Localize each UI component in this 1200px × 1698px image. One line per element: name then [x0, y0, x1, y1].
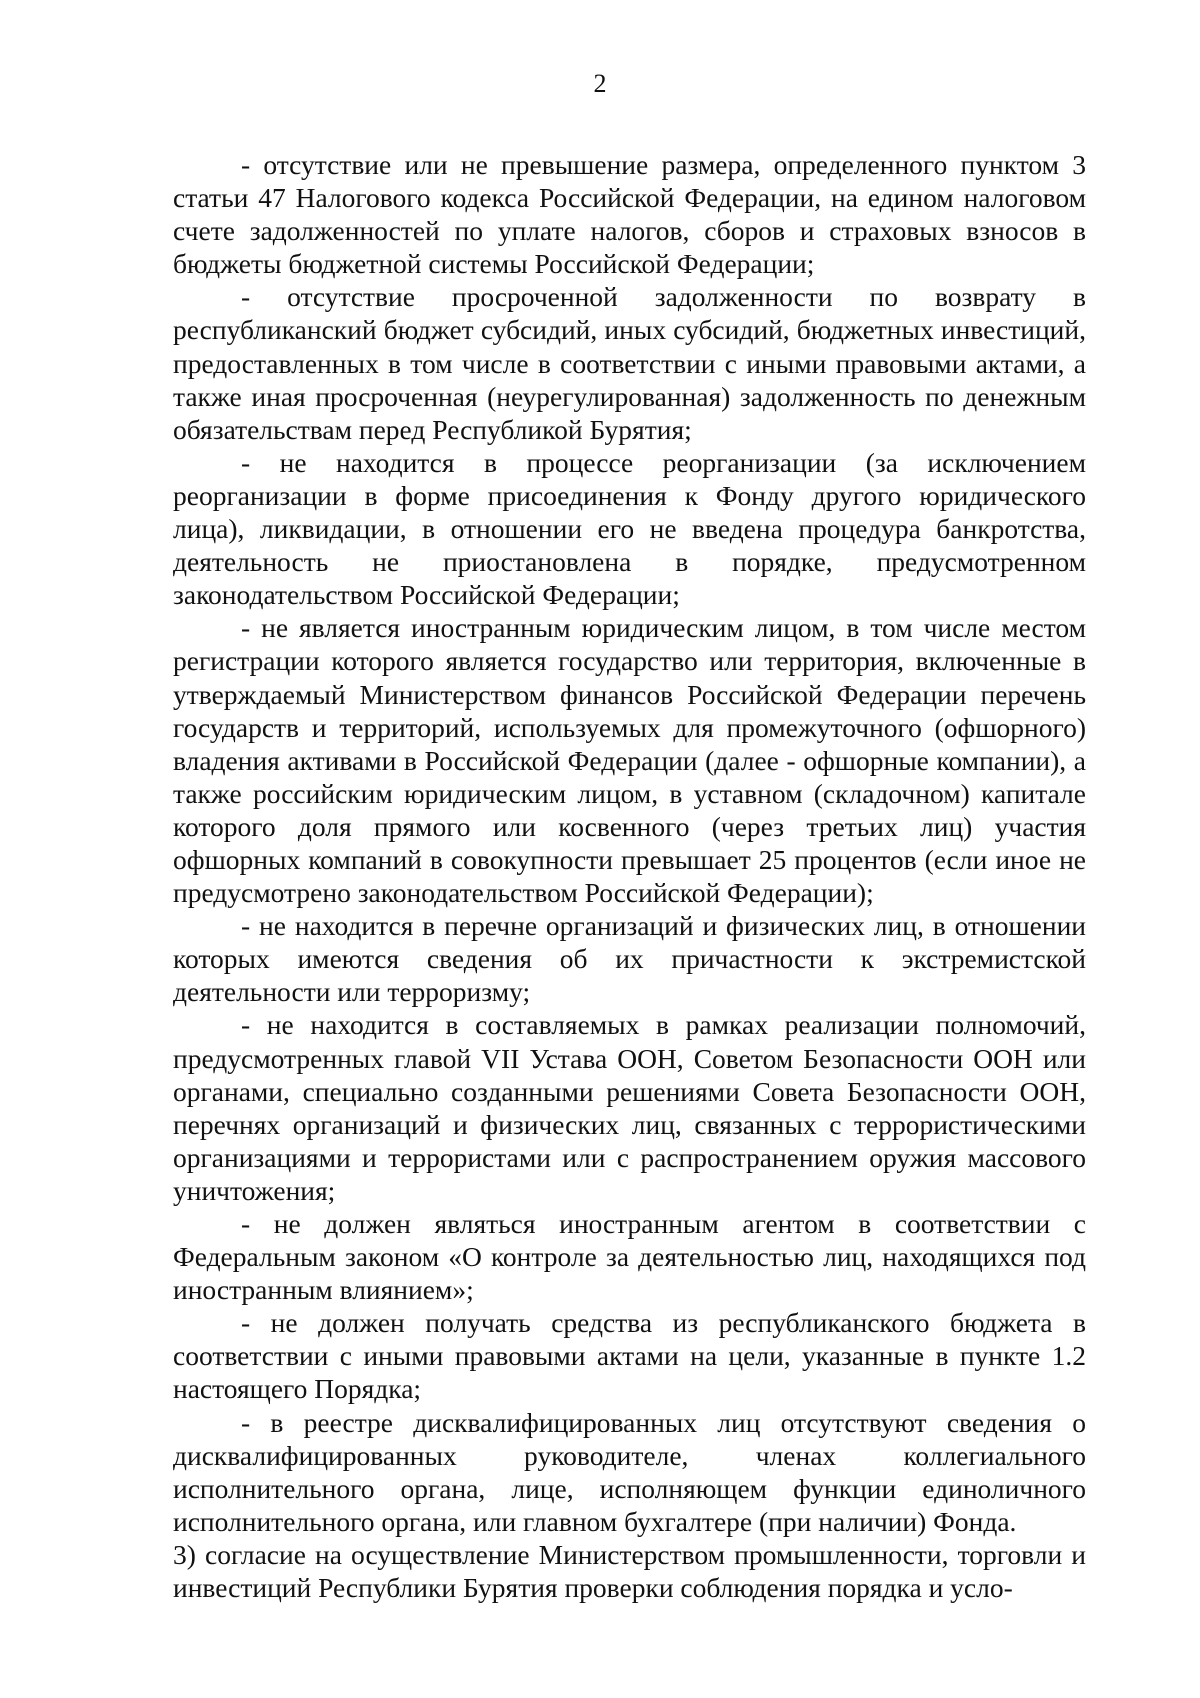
page-number: 2: [593, 69, 607, 98]
paragraph: - отсутствие просроченной задолженности по возврату в республиканский бюджет субсидий, иных субсидий, бюджетных инвестиций, предоставленных в том числе в соответствии с иными правовыми актами, а также иная просроченная (неурегулированная) задолженность по денежным обязательствам перед Республикой Бурятия;: [173, 281, 1086, 445]
document-body: [173, 148, 1086, 1604]
paragraph: - в реестре дисквалифицированных лиц отсутствуют сведения о дисквалифицированных руководителе, членах коллегиального исполнительного органа, лице, исполняющем функции единоличного исполнительного органа, или главном бухгалтере (при наличии) Фонда.: [173, 1406, 1086, 1537]
paragraph: - не находится в составляемых в рамках реализации полномочий, предусмотренных главой VII Устава ООН, Советом Безопасности ООН или органами, специально созданными решениями Совета Безопасности ООН, перечнях организаций и физических лиц, связанных с террористическими организациями и террористами или с распространением оружия массового уничтожения;: [173, 1009, 1086, 1206]
paragraph: - не находится в перечне организаций и физических лиц, в отношении которых имеются сведения об их причастности к экстремистской деятельности или терроризму;: [173, 910, 1086, 1008]
paragraph: - не находится в процессе реорганизации (за исключением реорганизации в форме присоединения к Фонду другого юридического лица), ликвидации, в отношении его не введена процедура банкротства, деятельность не приостановлена в порядке, предусмотренном законодательством Российской Федерации;: [173, 446, 1086, 611]
paragraph: - не должен являться иностранным агентом в соответствии с Федеральным законом «О контроле за деятельностью лиц, находящихся под иностранным влиянием»;: [173, 1208, 1086, 1306]
paragraph: - отсутствие или не превышение размера, определенного пунктом 3 статьи 47 Налогового кодекса Российской Федерации, на едином налоговом счете задолженностей по уплате налогов, сборов и страховых взносов в бюджеты бюджетной системы Российской Федерации;: [173, 149, 1086, 280]
paragraph: - не является иностранным юридическим лицом, в том числе местом регистрации которого является государство или территория, включенные в утверждаемый Министерством финансов Российской Федерации перечень государств и территорий, используемых для промежуточного (офшорного) владения активами в Российской Федерации (далее - офшорные компании), а также российским юридическим лицом, в уставном (складочном) капитале которого доля прямого или косвенного (через третьих лиц) участия офшорных компаний в совокупности превышает 25 процентов (если иное не предусмотрено законодательством Российской Федерации);: [173, 612, 1086, 909]
paragraph: 3) согласие на осуществление Министерством промышленности, торговли и инвестиций Республики Бурятия проверки соблюдения порядка и усло-: [173, 1538, 1086, 1604]
paragraph: - не должен получать средства из республиканского бюджета в соответствии с иными правовыми актами на цели, указанные в пункте 1.2 настоящего Порядка;: [173, 1307, 1086, 1405]
